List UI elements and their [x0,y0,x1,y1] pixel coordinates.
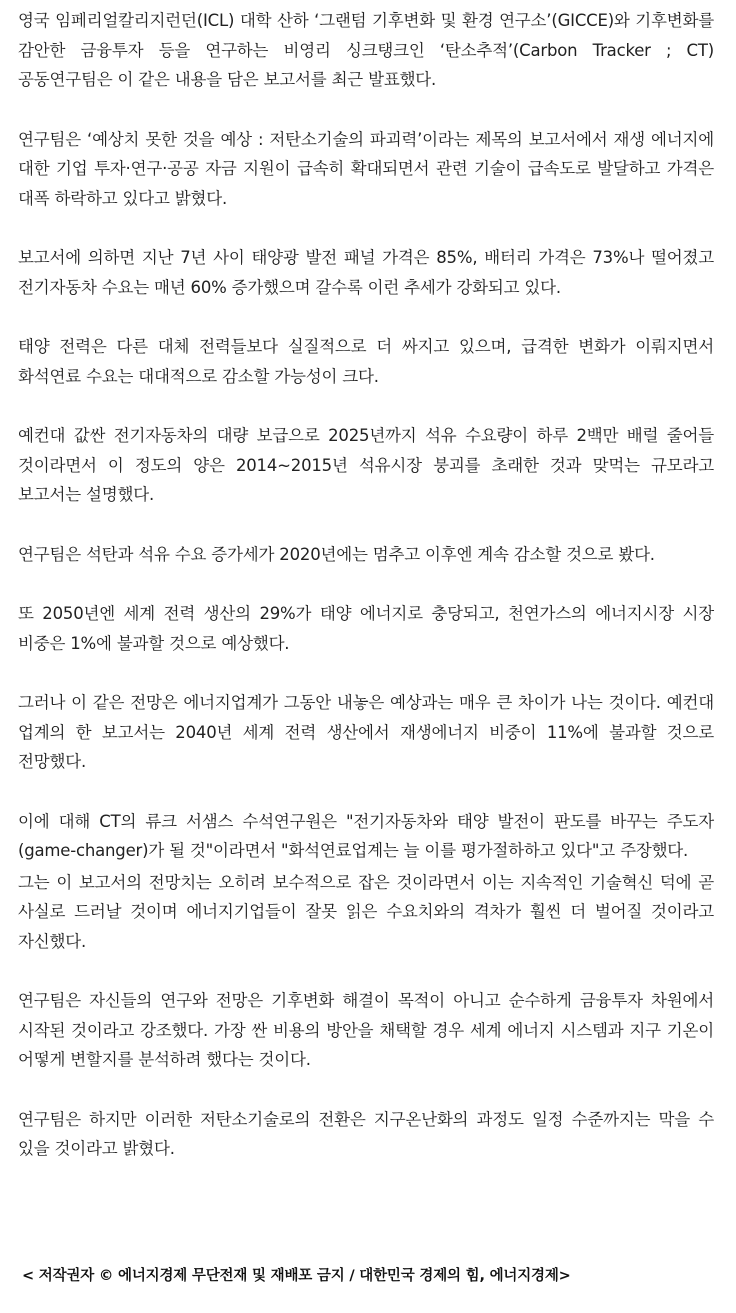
article-paragraph: 연구팀은 자신들의 연구와 전망은 기후변화 해결이 목적이 아니고 순수하게 금융투자 차원에서 시작된 것이라고 강조했다. 가장 싼 비용의 방안을 채택할 경우 세계 에너지 시스템과 지구 기온이 어떻게 변할지를 분석하려 했다는 것이다. [18,991,714,1069]
article-paragraph: 태양 전력은 다른 대체 전력들보다 실질적으로 더 싸지고 있으며, 급격한 변화가 이뤄지면서 화석연료 수요는 대대적으로 감소할 가능성이 크다. [18,337,714,386]
article-paragraph: 또 2050년엔 세계 전력 생산의 29%가 태양 에너지로 충당되고, 천연가스의 에너지시장 시장 비중은 1%에 불과할 것으로 예상했다. [18,604,714,653]
article-paragraph: 그는 이 보고서의 전망치는 오히려 보수적으로 잡은 것이라면서 이는 지속적인 기술혁신 덕에 곧 사실로 드러날 것이며 에너지기업들이 잘못 읽은 수요치와의 격차가 훨씬 더 벌어질 것이라고 자신했다. [18,872,714,951]
article-paragraph: 영국 임페리얼칼리지런던(ICL) 대학 산하 ‘그랜텀 기후변화 및 환경 연구소’(GICCE)와 기후변화를 감안한 금융투자 등을 연구하는 비영리 싱크탱크인 ‘탄소추적’(Carbon Tracker ; CT) 공동연구팀은 이 같은 내용을 담은 보고서를 최근 발표했다. [18,11,714,89]
article-paragraph: 이에 대해 CT의 류크 서샘스 수석연구원은 "전기자동차와 태양 발전이 판도를 바꾸는 주도자(game-changer)가 될 것"이라면서 "화석연료업계는 늘 이를 평가절하하고 있다"고 주장했다. [18,811,714,860]
article-paragraph: 그러나 이 같은 전망은 에너지업계가 그동안 내놓은 예상과는 매우 큰 차이가 나는 것이다. 예컨대 업계의 한 보고서는 2040년 세계 전력 생산에서 재생에너지 비중이 11%에 불과할 것으로 전망했다. [18,693,714,771]
article-paragraph: 예컨대 값싼 전기자동차의 대량 보급으로 2025년까지 석유 수요량이 하루 2백만 배럴 줄어들 것이라면서 이 정도의 양은 2014~2015년 석유시장 붕괴를 초래한 것과 맞먹는 규모라고 보고서는 설명했다. [18,426,714,504]
copyright-notice: < 저작권자 © 에너지경제 무단전재 및 재배포 금지 / 대한민국 경제의 힘, 에너지경제> [22,1268,571,1284]
article-paragraph: 연구팀은 하지만 이러한 저탄소기술로의 전환은 지구온난화의 과정도 일정 수준까지는 막을 수 있을 것이라고 밝혔다. [18,1109,714,1158]
article-paragraph: 연구팀은 ‘예상치 못한 것을 예상 : 저탄소기술의 파괴력’이라는 제목의 보고서에서 재생 에너지에 대한 기업 투자·연구·공공 자금 지원이 급속히 확대되면서 관련 기술이 급속도로 발달하고 가격은 대폭 하락하고 있다고 밝혔다. [18,129,714,208]
article-paragraph: 보고서에 의하면 지난 7년 사이 태양광 발전 패널 가격은 85%, 배터리 가격은 73%나 떨어졌고 전기자동차 수요는 매년 60% 증가했으며 갈수록 이런 추세가 강화되고 있다. [18,248,714,297]
article-paragraph: 연구팀은 석탄과 석유 수요 증가세가 2020년에는 멈추고 이후엔 계속 감소할 것으로 봤다. [18,544,655,564]
article-body [18,6,714,1164]
